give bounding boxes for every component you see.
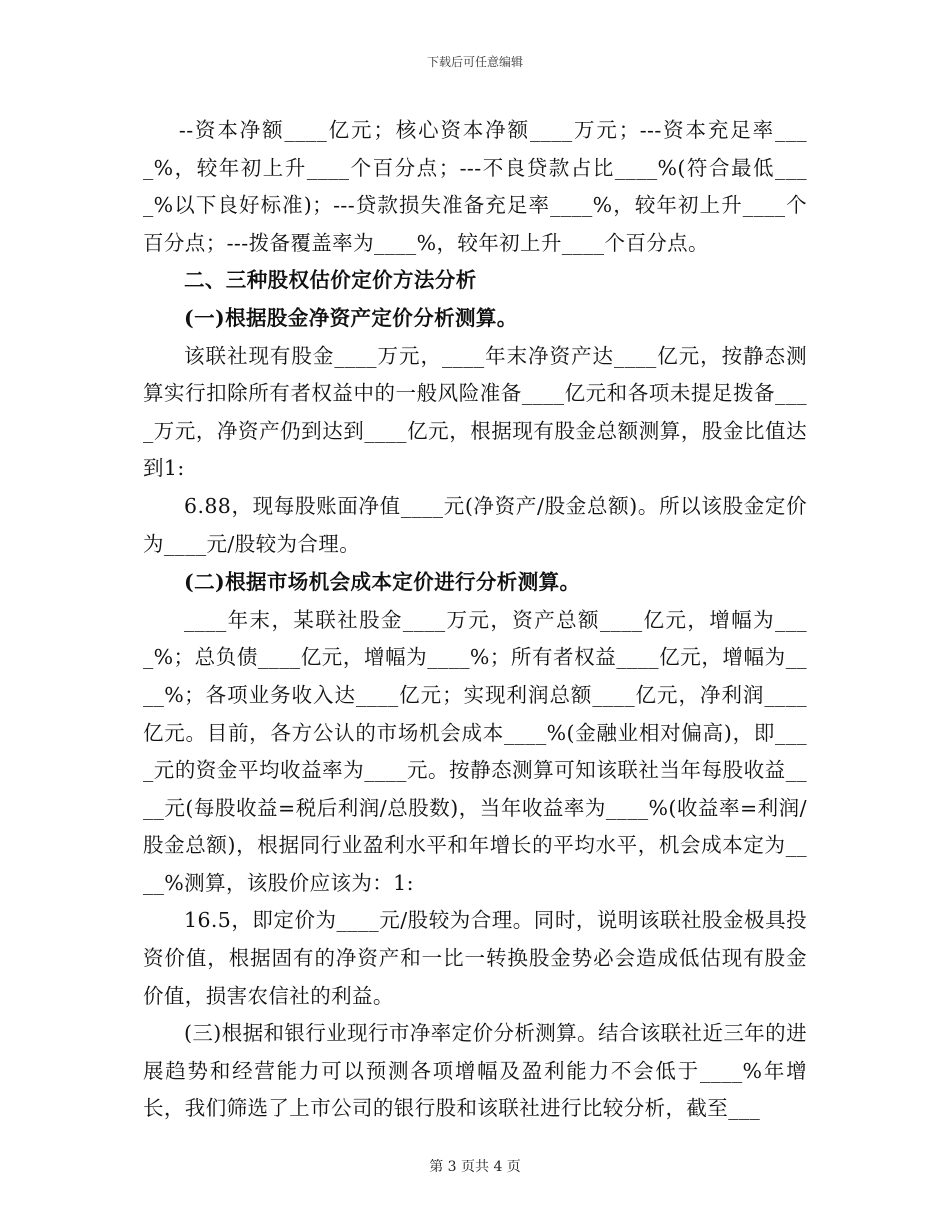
page-footer: 第 3 页共 4 页: [429, 1159, 521, 1175]
document-body: [143, 112, 807, 1128]
paragraph-pb-ratio: (三)根据和银行业现行市净率定价分析测算。结合该联社近三年的进展趋势和经营能力可以预测各项增幅及盈利能力不会低于____%年增长，我们筛选了上市公司的银行股和该联社进行比较分析，截至___: [143, 1021, 807, 1121]
paragraph-opportunity-cost: ____年末，某联社股金____万元，资产总额____亿元，增幅为____%；总负债____亿元，增幅为____%；所有者权益____亿元，增幅为____%；各项业务收入达____亿元；实现利润总额____亿元，净利润____亿元。目前，各方公认的市场机会成本____%(金融业相对偏高)，即____元的资金平均收益率为____元。按静态测算可知该联社当年每股收益____元(每股收益=税后利润/总股数)，当年收益率为____%(收益率=利润/股金总额)，根据同行业盈利水平和年增长的平均水平，机会成本定为____%测算，该股价应该为：1:: [143, 607, 807, 895]
subsection-heading-2: (二)根据市场机会成本定价进行分析测算。: [184, 570, 581, 595]
paragraph-net-asset-result: 6.88，现每股账面净值____元(净资产/股金总额)。所以该股金定价为____元/股较为合理。: [143, 493, 807, 556]
paragraph-capital-indicators: --资本净额____亿元；核心资本净额____万元；---资本充足率____%，较年初上升____个百分点；---不良贷款占比____%(符合最低____%以下良好标准)；---贷款损失准备充足率____%，较年初上升____个百分点；---拨备覆盖率为____%，较年初上升____个百分点。: [143, 118, 807, 255]
page-header: 下载后可任意编辑: [426, 55, 523, 69]
section-heading-2: 二、三种股权估价定价方法分析: [184, 268, 477, 293]
paragraph-net-asset: 该联社现有股金____万元，____年末净资产达____亿元，按静态测算实行扣除所有者权益中的一般风险准备____亿元和各项未提足拨备____万元，净资产仍到达到____亿元，根据现有股金总额测算，股金比值达到1:: [143, 343, 807, 481]
paragraph-opportunity-cost-result: 16.5，即定价为____元/股较为合理。同时，说明该联社股金极具投资价值，根据固有的净资产和一比一转换股金势必会造成低估现有股金价值，损害农信社的利益。: [143, 908, 807, 1008]
subsection-heading-1: (一)根据股金净资产定价分析测算。: [184, 305, 518, 330]
